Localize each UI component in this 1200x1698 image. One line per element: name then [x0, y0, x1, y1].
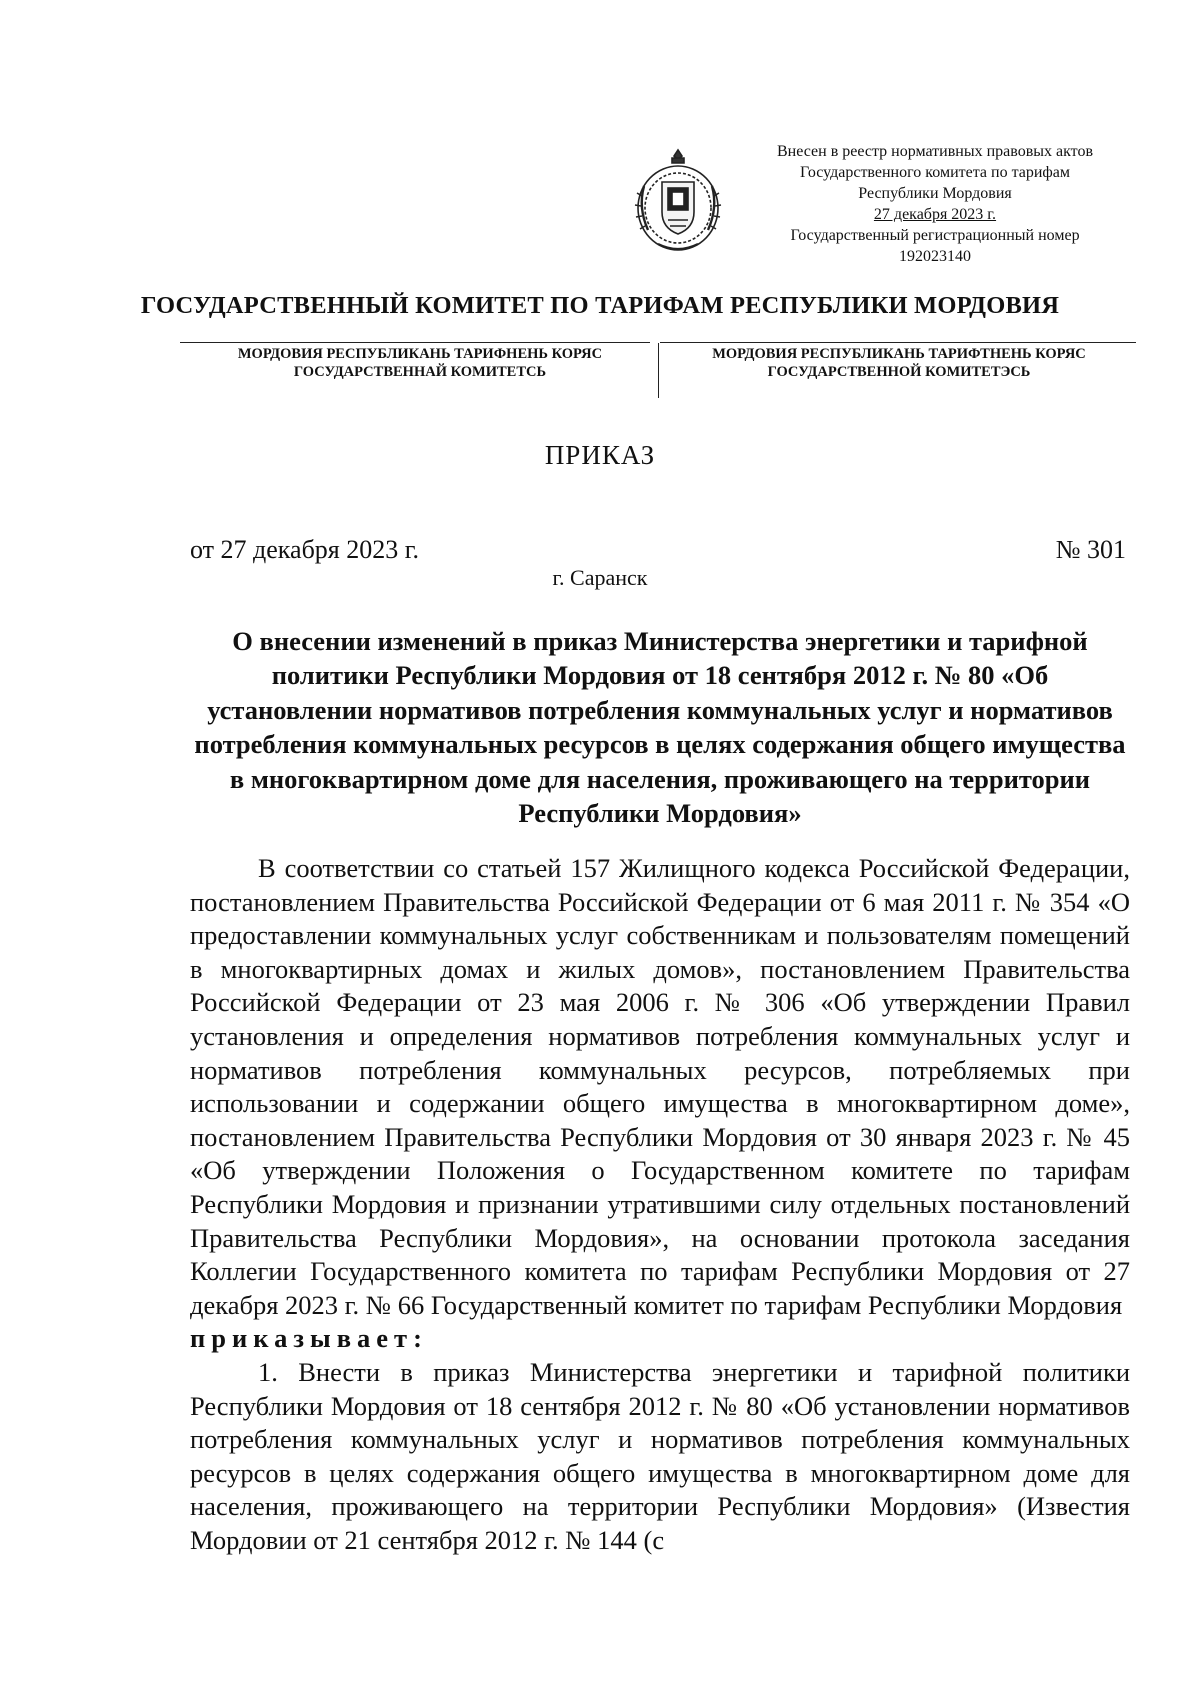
document-body: [190, 852, 1130, 1557]
committee-name-erzya-line-2: ГОСУДАРСТВЕННОЙ КОМИТЕТЭСЬ: [767, 364, 1031, 380]
order-date: от 27 декабря 2023 г.: [190, 535, 419, 564]
registry-line-5: Государственный регистрационный номер: [790, 227, 1080, 244]
registry-line-1: Внесен в реестр нормативных правовых актов: [777, 143, 1093, 160]
registry-date: 27 декабря 2023 г.: [873, 206, 997, 223]
item-1-paragraph: [190, 1356, 1130, 1558]
registry-line-2: Государственного комитета по тарифам: [799, 164, 1071, 181]
order-number: № 301: [1055, 535, 1126, 564]
preamble-text: В соответствии со статьей 157 Жилищного кодекса Российской Федерации, постановлением Правительства Российской Федерации от 6 мая 2011 г. № 354 «О предоставлении коммунальных услуг собственникам и пользователям помещений в многоквартирных домах и жилых домов», постановлением Правительства Российской Федерации от 23 мая 2006 г. № 306 «Об утверждении Правил установления и определения нормативов потребления коммунальных услуг и нормативов потребления коммунальных ресурсов, потребляемых при использовании и содержании общего имущества в многоквартирном доме», постановлением Правительства Республики Мордовия от 30 января 2023 г. № 45 «Об утверждении Положения о Государственном комитете по тарифам Республики Мордовия и признании утратившими силу отдельных постановлений Правительства Республики Мордовия», на основании протокола заседания Коллегии Государственного комитета по тарифам Республики Мордовия от 27 декабря 2023 г. № 66 Государственный комитет по тарифам Республики Мордовия: [190, 853, 1130, 1320]
committee-name-moksha-line-2: ГОСУДАРСТВЕННАЙ КОМИТЕТСЬ: [293, 364, 547, 380]
registry-number: 192023140: [899, 248, 971, 265]
committee-name-moksha: [190, 345, 650, 381]
committee-name-erzya-line-1: МОРДОВИЯ РЕСПУБЛИКАНЬ ТАРИФТНЕНЬ КОРЯС: [712, 346, 1086, 362]
coat-of-arms-emblem-icon: [628, 146, 728, 256]
item-1-text: 1. Внести в приказ Министерства энергетики и тарифной политики Республики Мордовия от 18 сентября 2012 г. № 80 «Об установлении нормативов потребления коммунальных услуг и нормативов потребления коммунальных ресурсов в целях содержания общего имущества в многоквартирном доме для населения, проживающего на территории Республики Мордовия» (Известия Мордовии от 21 сентября 2012 г. № 144 (с: [190, 1356, 1130, 1555]
document-type: ПРИКАЗ: [544, 440, 656, 470]
document-heading: О внесении изменений в приказ Министерства энергетики и тарифной политики Республики Мордовия от 18 сентября 2012 г. № 80 «Об установлении нормативов потребления коммунальных услуг и нормативов потребления коммунальных ресурсов в целях содержания общего имущества в многоквартирном доме для населения, проживающего на территории Республики Мордовия»: [194, 626, 1126, 829]
resolve-word: приказывает:: [190, 1323, 428, 1354]
registry-line-3: Республики Мордовия: [858, 185, 1012, 202]
preamble-paragraph: [190, 852, 1130, 1322]
committee-name-moksha-line-1: МОРДОВИЯ РЕСПУБЛИКАНЬ ТАРИФНЕНЬ КОРЯС: [237, 346, 603, 362]
registry-note: [740, 141, 1130, 267]
header-divider-vertical: [658, 343, 659, 398]
order-city: г. Саранск: [552, 565, 648, 590]
header-divider-right: [660, 342, 1136, 343]
committee-title: ГОСУДАРСТВЕННЫЙ КОМИТЕТ ПО ТАРИФАМ РЕСПУБЛИКИ МОРДОВИЯ: [140, 292, 1060, 319]
resolve-paragraph: [190, 1322, 1130, 1356]
committee-name-erzya: [668, 345, 1130, 381]
header-divider-left: [180, 342, 650, 343]
